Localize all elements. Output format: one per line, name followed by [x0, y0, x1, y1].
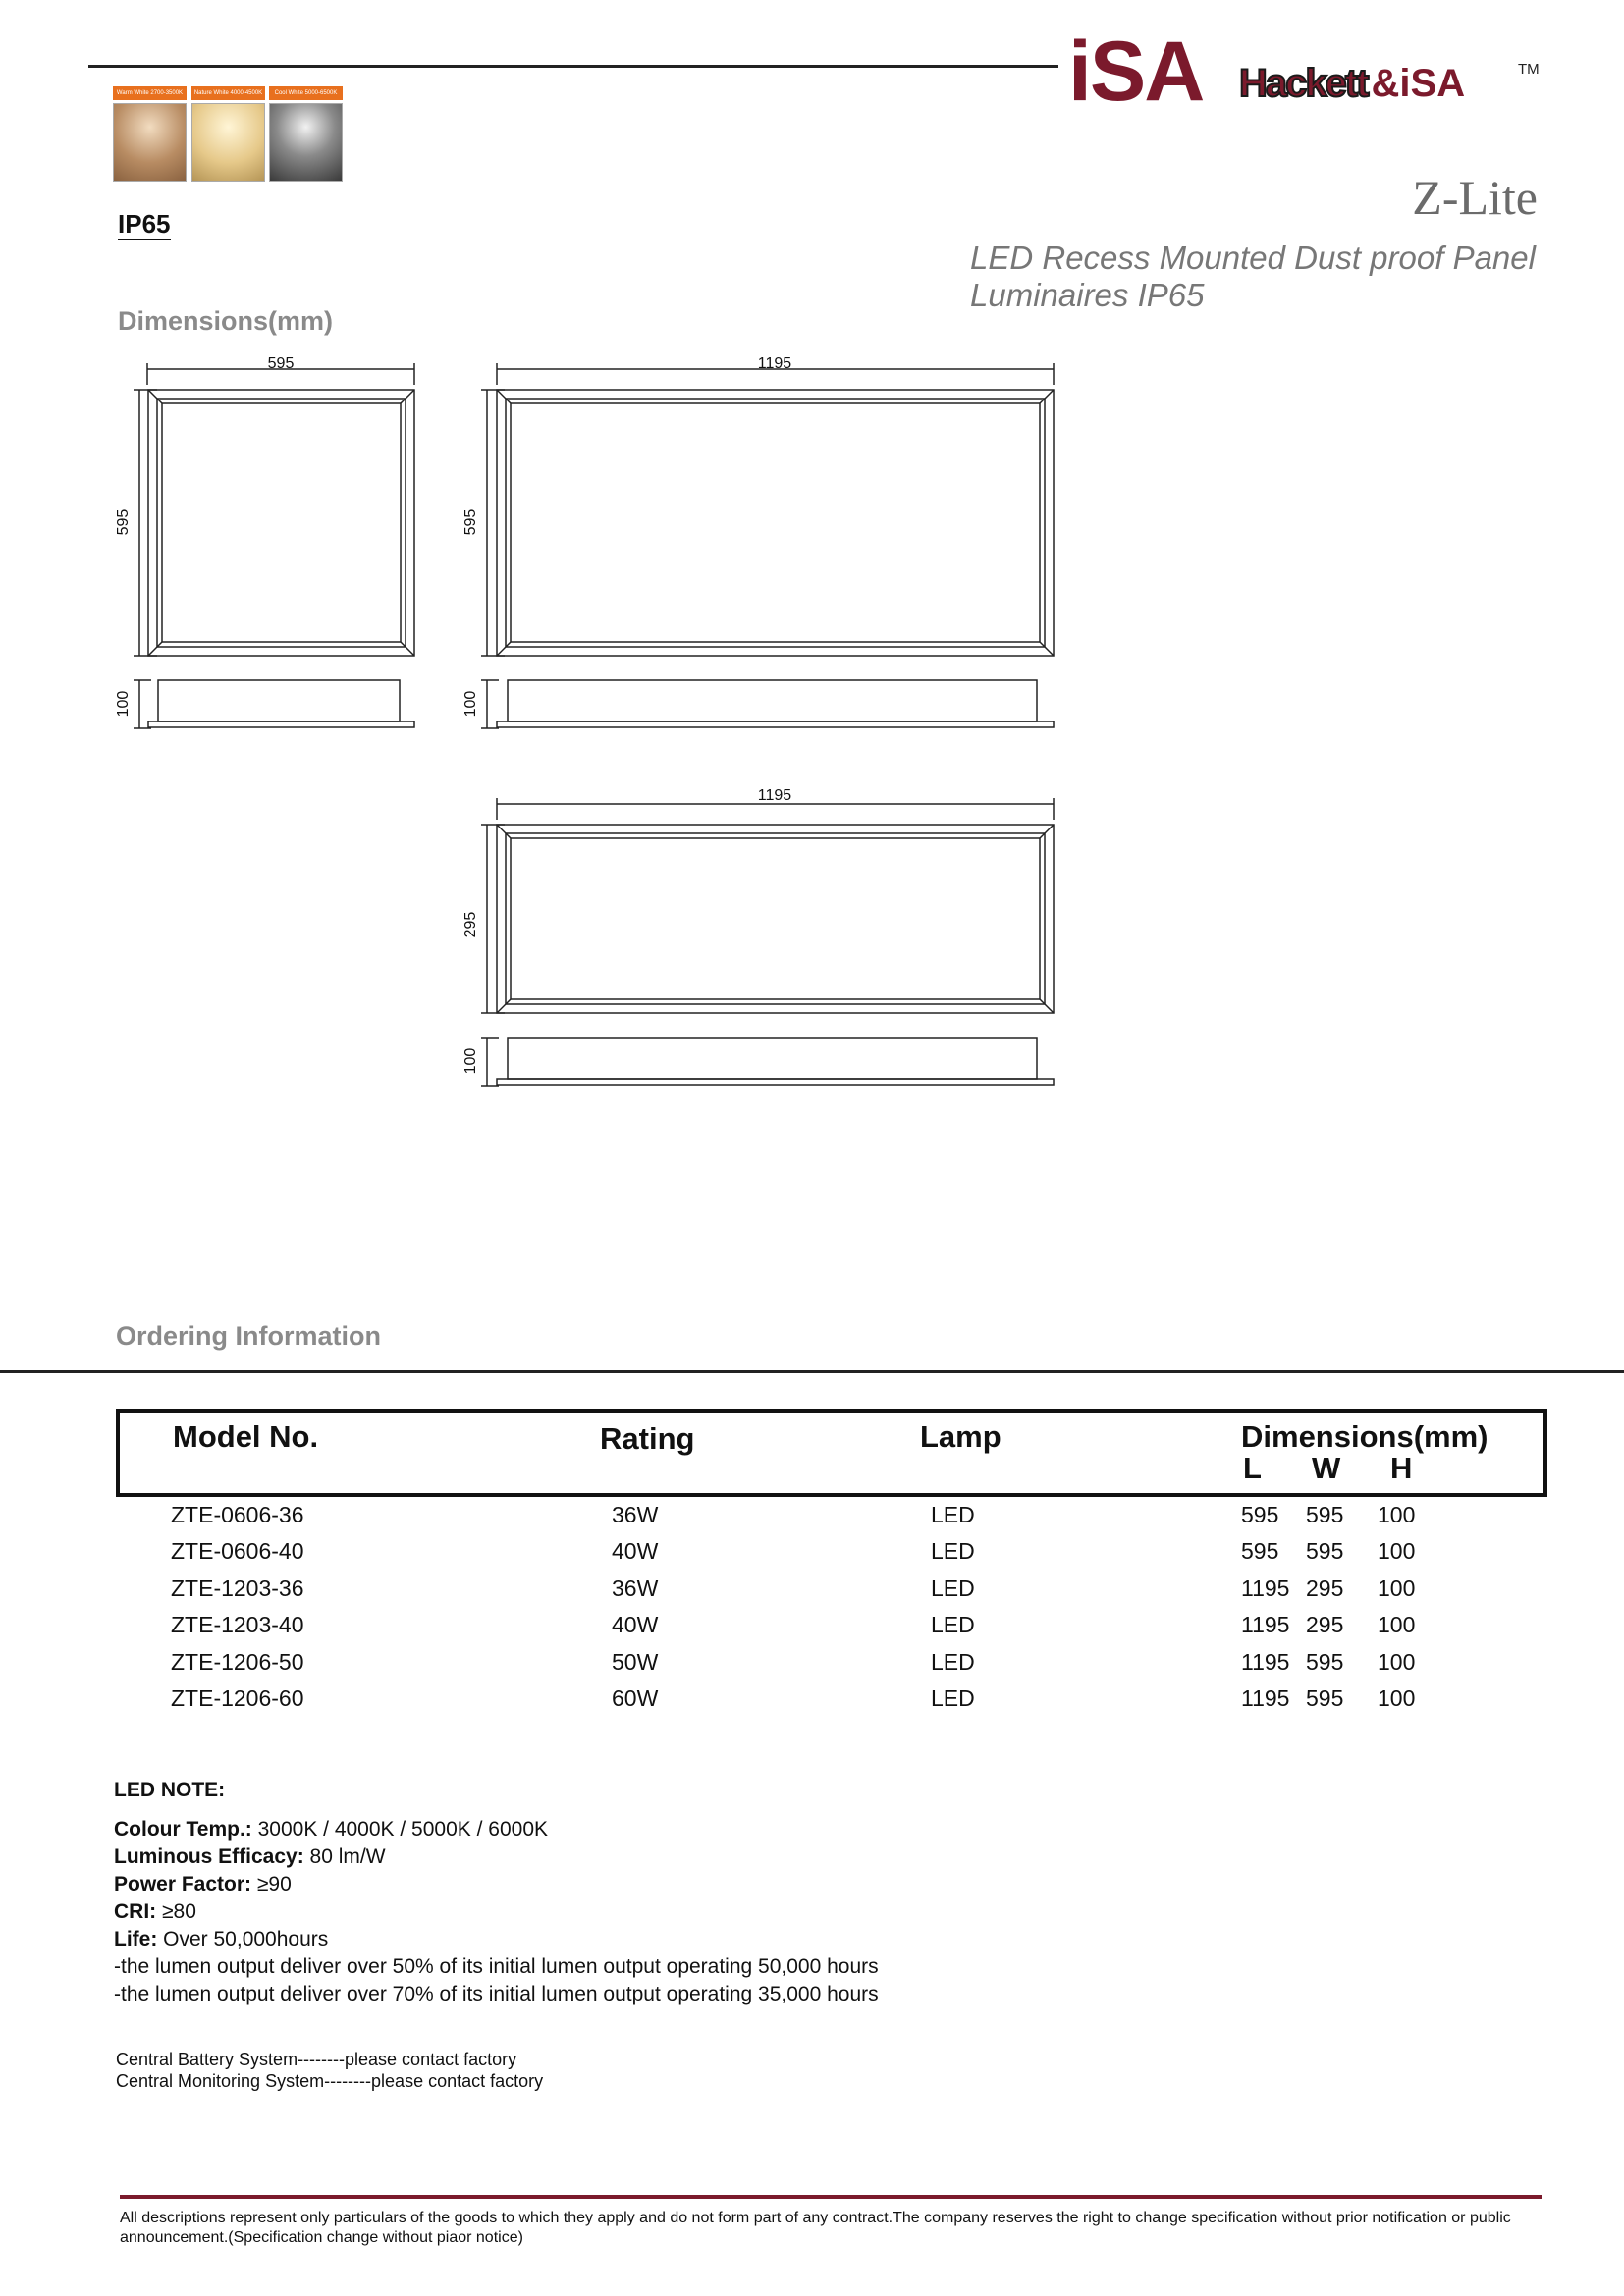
cell-l: 1195: [1241, 1575, 1290, 1601]
cell-l: 1195: [1241, 1612, 1290, 1637]
ordering-rule: [0, 1370, 1624, 1373]
cell-model: ZTE-0606-40: [171, 1538, 304, 1564]
cell-w: 595: [1306, 1502, 1344, 1527]
swatch-tag: Warm White 2700-3500K: [113, 86, 187, 100]
ip-rating: IP65: [118, 209, 171, 239]
battery-system-note: Central Battery System--------please contact factory: [116, 2050, 517, 2069]
cell-w: 595: [1306, 1685, 1344, 1711]
note-life: [114, 1928, 328, 1951]
dimension-drawings: [0, 0, 1624, 1129]
cell-model: ZTE-1206-60: [171, 1685, 304, 1711]
cell-h: 100: [1378, 1612, 1416, 1637]
dimensions-title: Dimensions(mm): [118, 306, 334, 336]
cell-lamp: LED: [931, 1685, 975, 1711]
cell-model: ZTE-1203-36: [171, 1575, 304, 1601]
cell-rating: 50W: [612, 1649, 659, 1675]
cell-rating: 40W: [612, 1612, 659, 1637]
header-w: W: [1312, 1451, 1341, 1485]
header-model: Model No.: [173, 1419, 319, 1454]
cell-h: 100: [1378, 1538, 1416, 1564]
cell-rating: 60W: [612, 1685, 659, 1711]
cell-model: ZTE-0606-36: [171, 1502, 304, 1527]
d1-depth-label: 100: [115, 690, 132, 718]
note-lumen-1: -the lumen output deliver over 50% of its initial lumen output operating 50,000 hours: [114, 1955, 879, 1978]
cell-lamp: LED: [931, 1649, 975, 1675]
hackett-logo-text: Hackett: [1239, 62, 1368, 105]
d3-width-label: 1195: [757, 787, 792, 804]
efficacy-label: Luminous Efficacy:: [114, 1845, 304, 1868]
cell-lamp: LED: [931, 1538, 975, 1564]
footer-disclaimer: All descriptions represent only particulars of the goods to which they apply and do not form part of any contract.The company reserves the right to change specification without prior notification or public announcement.(Specification change without piaor notice): [120, 2210, 1511, 2246]
cell-h: 100: [1378, 1575, 1416, 1601]
cell-w: 595: [1306, 1649, 1344, 1675]
d2-height-label: 595: [462, 508, 479, 536]
cell-model: ZTE-1206-50: [171, 1649, 304, 1675]
cell-l: 1195: [1241, 1649, 1290, 1675]
monitoring-system-note: Central Monitoring System--------please contact factory: [116, 2071, 544, 2091]
cri-label: CRI:: [114, 1900, 157, 1923]
cell-h: 100: [1378, 1685, 1416, 1711]
product-title: Z-Lite: [1412, 170, 1538, 225]
header-l: L: [1243, 1451, 1262, 1485]
d1-width-label: 595: [267, 355, 295, 372]
cell-h: 100: [1378, 1649, 1416, 1675]
led-note-title: LED NOTE:: [114, 1779, 226, 1801]
cell-model: ZTE-1203-40: [171, 1612, 304, 1637]
cell-lamp: LED: [931, 1502, 975, 1527]
cell-rating: 36W: [612, 1575, 659, 1601]
colour-temp-value: 3000K / 4000K / 5000K / 6000K: [251, 1818, 549, 1841]
header-lamp: Lamp: [920, 1419, 1001, 1454]
product-subtitle: LED Recess Mounted Dust proof Panel Luminaires IP65: [970, 240, 1536, 313]
drawing-narrow-panel: [481, 798, 1054, 1086]
header-h: H: [1390, 1451, 1413, 1485]
efficacy-value: 80 lm/W: [303, 1845, 386, 1868]
footer-rule: [120, 2195, 1542, 2199]
cell-w: 295: [1306, 1575, 1344, 1601]
swatch-tag: Cool White 5000-6500K: [269, 86, 343, 100]
pf-value: ≥90: [251, 1873, 292, 1896]
cell-l: 1195: [1241, 1685, 1290, 1711]
cell-rating: 36W: [612, 1502, 659, 1527]
d3-height-label: 295: [462, 911, 479, 938]
drawing-square-panel: [134, 363, 414, 728]
d2-depth-label: 100: [462, 690, 479, 718]
cri-value: ≥80: [156, 1900, 196, 1923]
note-efficacy: [114, 1845, 386, 1869]
note-colour-temp: [114, 1818, 548, 1842]
drawing-long-panel: [481, 363, 1054, 728]
cell-l: 595: [1241, 1502, 1279, 1527]
d2-width-label: 1195: [757, 355, 792, 372]
note-cri: [114, 1900, 196, 1924]
cell-lamp: LED: [931, 1575, 975, 1601]
header-dimensions: Dimensions(mm): [1241, 1419, 1489, 1454]
d3-depth-label: 100: [462, 1047, 479, 1075]
header-rating: Rating: [600, 1421, 695, 1456]
cell-lamp: LED: [931, 1612, 975, 1637]
pf-label: Power Factor:: [114, 1873, 252, 1896]
life-value: Over 50,000hours: [157, 1928, 329, 1950]
colour-temp-label: Colour Temp.:: [114, 1818, 252, 1841]
cell-w: 595: [1306, 1538, 1344, 1564]
trademark: TM: [1518, 61, 1540, 78]
life-label: Life:: [114, 1928, 158, 1950]
cell-w: 295: [1306, 1612, 1344, 1637]
note-lumen-2: -the lumen output deliver over 70% of its initial lumen output operating 35,000 hours: [114, 1983, 879, 2005]
note-power-factor: [114, 1873, 292, 1896]
hackett-amp-isa: &iSA: [1371, 62, 1466, 105]
cell-l: 595: [1241, 1538, 1279, 1564]
d1-height-label: 595: [115, 508, 132, 536]
swatch-tag: Nature White 4000-4500K: [191, 86, 265, 100]
cell-h: 100: [1378, 1502, 1416, 1527]
cell-rating: 40W: [612, 1538, 659, 1564]
ordering-title: Ordering Information: [116, 1321, 381, 1351]
isa-logo: iSA: [1068, 25, 1204, 119]
